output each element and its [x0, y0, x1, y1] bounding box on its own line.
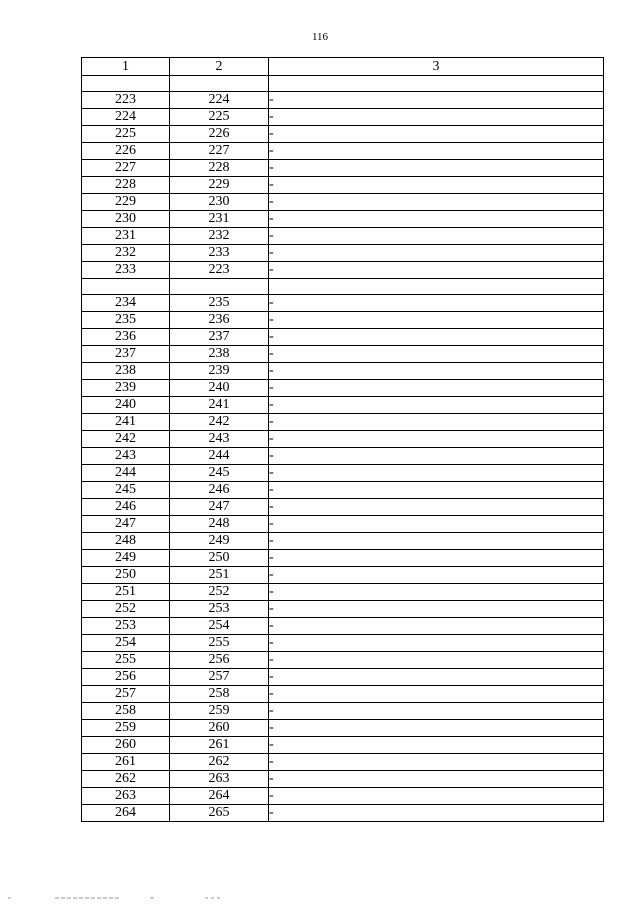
table-cell-col-1: 235: [82, 312, 170, 329]
table-row: [82, 262, 604, 279]
table-row: [82, 550, 604, 567]
table-cell-col-3: -: [269, 601, 604, 618]
table-row: [82, 584, 604, 601]
table-cell-col-2: 249: [170, 533, 269, 550]
table-row: [82, 160, 604, 177]
table-row: [82, 533, 604, 550]
table-cell-col-2: 250: [170, 550, 269, 567]
table-row: [82, 228, 604, 245]
table-header: [82, 58, 604, 76]
table-cell-col-2: 242: [170, 414, 269, 431]
table-cell-col-3: -: [269, 397, 604, 414]
table-row: [82, 448, 604, 465]
table-cell-col-1: 236: [82, 329, 170, 346]
table-cell-col-2: 247: [170, 499, 269, 516]
table-cell-col-2: 226: [170, 126, 269, 143]
table-row: [82, 194, 604, 211]
table-cell-col-2: 252: [170, 584, 269, 601]
table-cell-col-3: -: [269, 703, 604, 720]
table-cell-col-3: -: [269, 754, 604, 771]
table-row: [82, 482, 604, 499]
table-cell-col-3: -: [269, 346, 604, 363]
table-cell-col-2: 243: [170, 431, 269, 448]
table-cell-col-3: -: [269, 414, 604, 431]
spacer-row: [82, 279, 604, 295]
table-cell-col-2: 264: [170, 788, 269, 805]
data-table: [81, 57, 604, 822]
table-cell-col-3: -: [269, 805, 604, 822]
table-cell-col-1: 234: [82, 295, 170, 312]
table-cell-col-1: 259: [82, 720, 170, 737]
table-row: [82, 414, 604, 431]
table-cell-col-2: 258: [170, 686, 269, 703]
table-row: [82, 143, 604, 160]
table-row: [82, 126, 604, 143]
table-row: [82, 380, 604, 397]
table-row: [82, 771, 604, 788]
table-cell-col-3: -: [269, 482, 604, 499]
table-cell-col-3: -: [269, 788, 604, 805]
table-row: [82, 295, 604, 312]
table-cell-col-1: 256: [82, 669, 170, 686]
table-cell-col-2: 256: [170, 652, 269, 669]
table-cell-col-2: 228: [170, 160, 269, 177]
table-cell-col-3: -: [269, 194, 604, 211]
table-row: [82, 737, 604, 754]
spacer-cell: [82, 76, 170, 92]
table-cell-col-3: -: [269, 329, 604, 346]
table-cell-col-2: 231: [170, 211, 269, 228]
table-cell-col-2: 229: [170, 177, 269, 194]
table-row: [82, 329, 604, 346]
table-cell-col-1: 246: [82, 499, 170, 516]
table-cell-col-2: 239: [170, 363, 269, 380]
table-cell-col-3: -: [269, 652, 604, 669]
table-cell-col-1: 249: [82, 550, 170, 567]
table-cell-col-1: 238: [82, 363, 170, 380]
table-row: [82, 397, 604, 414]
table-cell-col-1: 226: [82, 143, 170, 160]
table-cell-col-1: 250: [82, 567, 170, 584]
table-cell-col-1: 260: [82, 737, 170, 754]
table-cell-col-2: 246: [170, 482, 269, 499]
header-row: [82, 58, 604, 76]
table-row: [82, 109, 604, 126]
table-cell-col-3: -: [269, 567, 604, 584]
table-cell-col-1: 229: [82, 194, 170, 211]
table-cell-col-3: -: [269, 431, 604, 448]
table-row: [82, 499, 604, 516]
table-cell-col-2: 262: [170, 754, 269, 771]
table-cell-col-1: 261: [82, 754, 170, 771]
table-cell-col-2: 236: [170, 312, 269, 329]
table-cell-col-3: -: [269, 160, 604, 177]
table-cell-col-2: 257: [170, 669, 269, 686]
table-cell-col-1: 251: [82, 584, 170, 601]
table-cell-col-3: -: [269, 380, 604, 397]
table-cell-col-2: 240: [170, 380, 269, 397]
table-cell-col-2: 233: [170, 245, 269, 262]
table-cell-col-1: 228: [82, 177, 170, 194]
table-cell-col-2: 227: [170, 143, 269, 160]
spacer-cell: [82, 279, 170, 295]
header-col-3: 3: [269, 58, 604, 76]
table-cell-col-3: -: [269, 720, 604, 737]
table-cell-col-3: -: [269, 211, 604, 228]
table-row: [82, 601, 604, 618]
table-cell-col-3: -: [269, 448, 604, 465]
table-cell-col-2: 251: [170, 567, 269, 584]
table-cell-col-1: 243: [82, 448, 170, 465]
table-cell-col-3: -: [269, 550, 604, 567]
table-row: [82, 652, 604, 669]
table-row: [82, 211, 604, 228]
table-row: [82, 635, 604, 652]
table-cell-col-1: 264: [82, 805, 170, 822]
table-row: [82, 686, 604, 703]
spacer-cell: [269, 76, 604, 92]
table-cell-col-2: 248: [170, 516, 269, 533]
table-row: [82, 703, 604, 720]
table-cell-col-2: 230: [170, 194, 269, 211]
table-cell-col-3: -: [269, 363, 604, 380]
table-cell-col-3: -: [269, 669, 604, 686]
table-row: [82, 516, 604, 533]
table-row: [82, 177, 604, 194]
table-cell-col-3: -: [269, 312, 604, 329]
table-cell-col-1: 245: [82, 482, 170, 499]
table-cell-col-3: -: [269, 228, 604, 245]
table-cell-col-2: 224: [170, 92, 269, 109]
table-cell-col-2: 225: [170, 109, 269, 126]
table-cell-col-1: 253: [82, 618, 170, 635]
table-cell-col-3: -: [269, 143, 604, 160]
table-cell-col-2: 244: [170, 448, 269, 465]
table-cell-col-1: 237: [82, 346, 170, 363]
table-body: [82, 76, 604, 822]
table-cell-col-3: -: [269, 92, 604, 109]
table-cell-col-1: 239: [82, 380, 170, 397]
table-cell-col-3: -: [269, 295, 604, 312]
table-row: [82, 720, 604, 737]
table-cell-col-1: 257: [82, 686, 170, 703]
table-cell-col-3: -: [269, 262, 604, 279]
table-cell-col-1: 241: [82, 414, 170, 431]
table-cell-col-1: 244: [82, 465, 170, 482]
spacer-row: [82, 76, 604, 92]
table-cell-col-1: 258: [82, 703, 170, 720]
table-cell-col-2: 254: [170, 618, 269, 635]
table-cell-col-1: 230: [82, 211, 170, 228]
table-row: [82, 754, 604, 771]
table-row: [82, 431, 604, 448]
table-cell-col-2: 245: [170, 465, 269, 482]
table-cell-col-1: 223: [82, 92, 170, 109]
spacer-cell: [170, 76, 269, 92]
table-row: [82, 363, 604, 380]
table-cell-col-2: 261: [170, 737, 269, 754]
spacer-cell: [269, 279, 604, 295]
table-cell-col-3: -: [269, 516, 604, 533]
table-cell-col-3: -: [269, 465, 604, 482]
table-cell-col-2: 255: [170, 635, 269, 652]
table-cell-col-1: 240: [82, 397, 170, 414]
table-cell-col-3: -: [269, 533, 604, 550]
table-cell-col-1: 262: [82, 771, 170, 788]
spacer-cell: [170, 279, 269, 295]
table-row: [82, 567, 604, 584]
table-cell-col-1: 233: [82, 262, 170, 279]
table-cell-col-2: 259: [170, 703, 269, 720]
scan-artifact-marks: [0, 895, 640, 901]
table-cell-col-1: 263: [82, 788, 170, 805]
table-cell-col-1: 254: [82, 635, 170, 652]
table-cell-col-2: 235: [170, 295, 269, 312]
table-cell-col-1: 242: [82, 431, 170, 448]
table-row: [82, 92, 604, 109]
table-row: [82, 245, 604, 262]
table-cell-col-2: 238: [170, 346, 269, 363]
table-row: [82, 618, 604, 635]
header-col-2: 2: [170, 58, 269, 76]
table-cell-col-2: 260: [170, 720, 269, 737]
table-cell-col-1: 252: [82, 601, 170, 618]
table-cell-col-3: -: [269, 126, 604, 143]
table-cell-col-3: -: [269, 499, 604, 516]
table-cell-col-1: 232: [82, 245, 170, 262]
table-cell-col-1: 248: [82, 533, 170, 550]
table-cell-col-1: 224: [82, 109, 170, 126]
table-cell-col-2: 253: [170, 601, 269, 618]
table-cell-col-2: 237: [170, 329, 269, 346]
table-row: [82, 669, 604, 686]
table-cell-col-3: -: [269, 635, 604, 652]
table-cell-col-3: -: [269, 737, 604, 754]
table-cell-col-3: -: [269, 109, 604, 126]
table-cell-col-2: 232: [170, 228, 269, 245]
table-row: [82, 788, 604, 805]
table-cell-col-2: 265: [170, 805, 269, 822]
table-cell-col-2: 223: [170, 262, 269, 279]
table-cell-col-1: 225: [82, 126, 170, 143]
table-cell-col-1: 255: [82, 652, 170, 669]
table-cell-col-3: -: [269, 245, 604, 262]
header-col-1: 1: [82, 58, 170, 76]
table-row: [82, 805, 604, 822]
page-number: 116: [311, 31, 329, 43]
table-cell-col-3: -: [269, 584, 604, 601]
table-cell-col-3: -: [269, 686, 604, 703]
table-cell-col-3: -: [269, 771, 604, 788]
table-row: [82, 465, 604, 482]
table-cell-col-1: 231: [82, 228, 170, 245]
table-cell-col-2: 241: [170, 397, 269, 414]
table-row: [82, 312, 604, 329]
table-cell-col-3: -: [269, 618, 604, 635]
table-cell-col-1: 247: [82, 516, 170, 533]
table-row: [82, 346, 604, 363]
table-cell-col-2: 263: [170, 771, 269, 788]
table-cell-col-3: -: [269, 177, 604, 194]
table-cell-col-1: 227: [82, 160, 170, 177]
